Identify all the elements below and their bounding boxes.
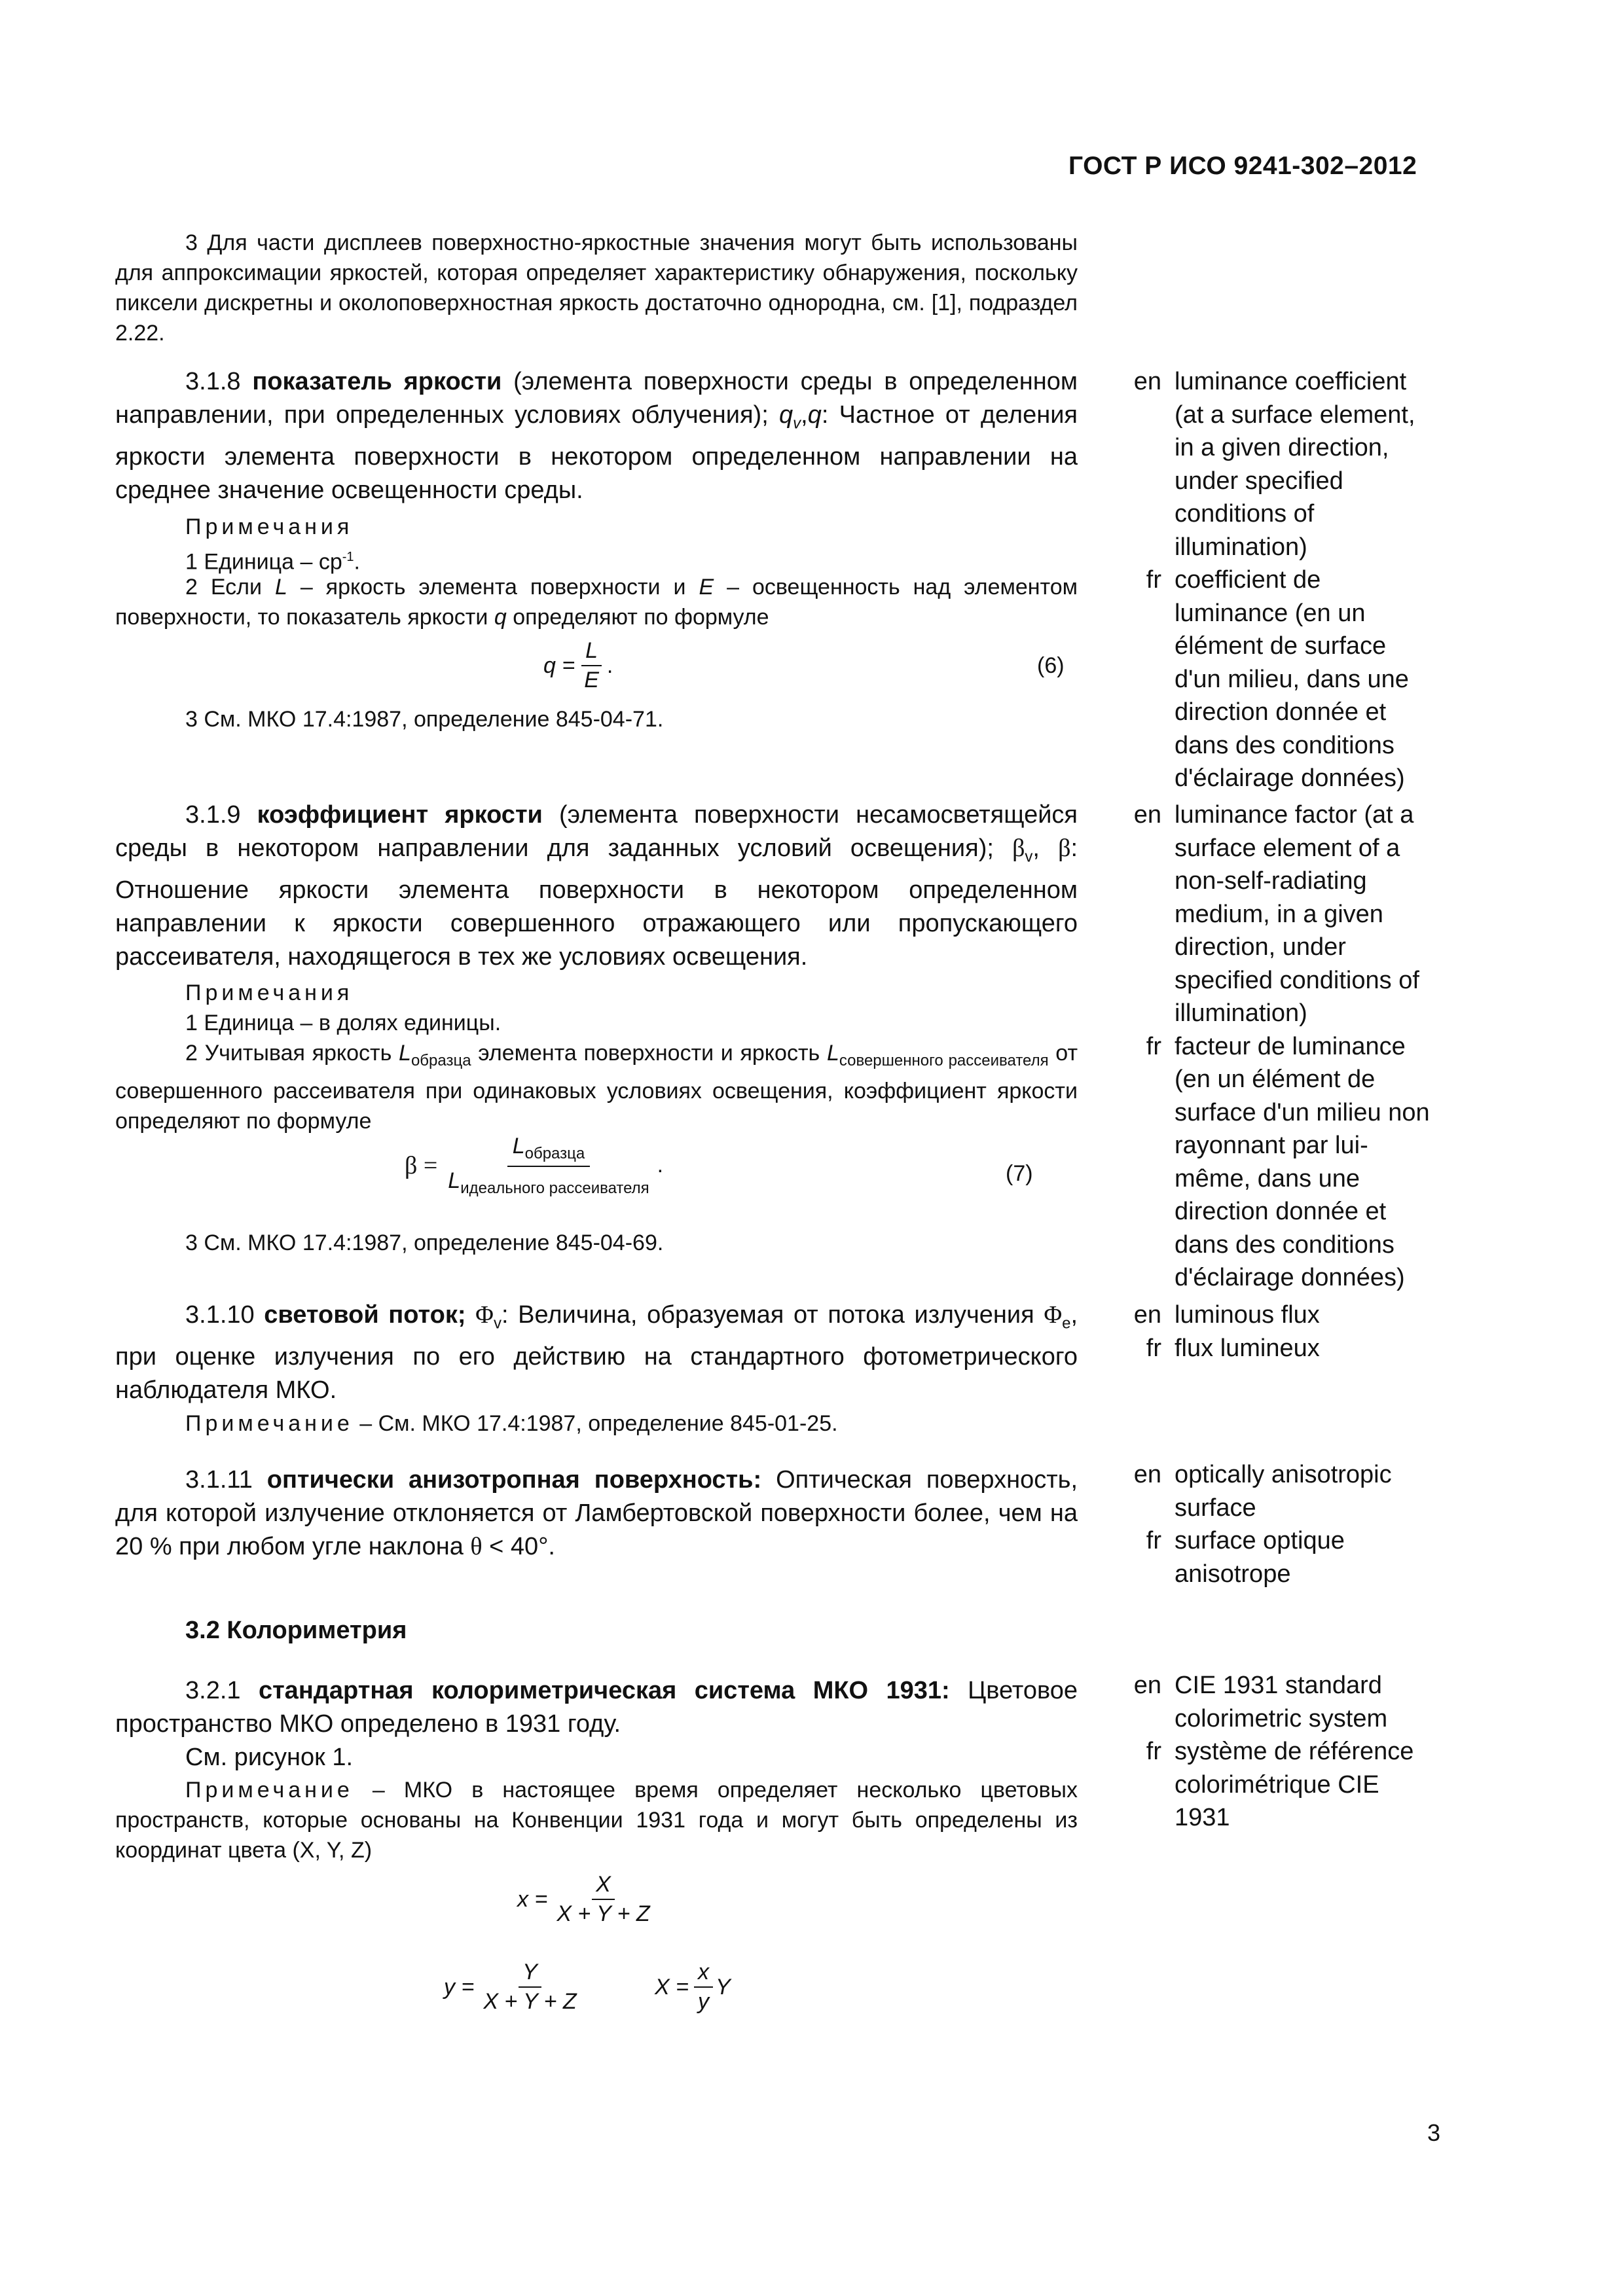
- formula-lhs: x =: [517, 1886, 548, 1912]
- formula-tail: Y: [715, 1974, 731, 2000]
- term-fr: [1121, 1735, 1435, 1835]
- term-heading: показатель яркости: [252, 368, 502, 395]
- lang-code: en: [1133, 1301, 1161, 1329]
- notes-title: Примечания: [185, 514, 354, 539]
- term-text: flux lumineux: [1175, 1334, 1320, 1362]
- terms-3-1-11: [1121, 1458, 1435, 1590]
- note-title: Примечание: [185, 1778, 354, 1803]
- fraction-den: [444, 1167, 653, 1198]
- term-text: facteur de luminance (en un élément de surface d'un milieu non rayonnant par lui-même, dans une direction donnée et dans des conditions d'éclairage données): [1175, 1032, 1430, 1291]
- term-text: système de référence colorimétrique CIE 1931: [1175, 1738, 1414, 1831]
- formula-7: [405, 1134, 663, 1198]
- note: [115, 1775, 1078, 1865]
- section-3-1-8: 3.1.8 показатель яркости (элемента поверхности среды в определенном направлении, при определенных условиях облучения); $q_v,q$: Частное от деления яркости элемента поверхности в некотором определенном направлении на среднее значение освещенности среды.: [115, 368, 1078, 504]
- fraction-num: L: [581, 638, 602, 666]
- note: [185, 1408, 838, 1439]
- note-3: 3 См. МКО 17.4:1987, определение 845-04-69.: [185, 1230, 664, 1255]
- section-3-1-9: [115, 798, 1078, 974]
- term-text: luminous flux: [1175, 1301, 1320, 1329]
- note-2-E: E: [699, 575, 714, 600]
- section-number: 3.1.11: [185, 1466, 253, 1494]
- definition-b: , при оценке излучения по его действию на стандартного фотометрического наблюдателя МКО.: [115, 1301, 1078, 1404]
- section-3-1-10: [115, 1299, 1078, 1407]
- term-en: [1121, 798, 1435, 1030]
- fraction-num: [507, 1134, 591, 1167]
- fraction-num: Y: [519, 1960, 541, 1988]
- note-text: – МКО в настоящее время определяет несколько цветовых пространств, которые основаны на Конвенции 1931 года и могут быть определены из координат цвета (X, Y, Z): [115, 1778, 1078, 1863]
- note-1: 1 Единица – в долях единицы.: [185, 1011, 501, 1035]
- term-heading: оптически анизотропная поверхность:: [266, 1466, 762, 1494]
- term-fr: [1121, 564, 1435, 795]
- symbol-sub: v: [1025, 848, 1033, 866]
- equation-number-6: (6): [1037, 653, 1065, 678]
- term-en: [1121, 1299, 1435, 1332]
- term-text: optically anisotropic surface: [1175, 1461, 1392, 1522]
- lang-code: fr: [1146, 1032, 1161, 1060]
- lang-code: fr: [1146, 1334, 1161, 1362]
- terms-3-1-8: [1121, 365, 1435, 795]
- definition-b: < 40°.: [489, 1533, 555, 1560]
- formula-dot: .: [606, 653, 613, 678]
- formula-x: [517, 1872, 654, 1927]
- note-2-c: от совершенного рассеивателя при одинаковых условиях освещения, коэффициент яркости определяют по формуле: [115, 1041, 1078, 1134]
- notes-title: Примечания: [185, 980, 354, 1005]
- section-3-1-11: [115, 1463, 1078, 1564]
- note-2-L2: L: [826, 1041, 839, 1066]
- note-title: Примечание: [185, 1411, 354, 1436]
- lang-code: fr: [1146, 566, 1161, 594]
- see-figure: См. рисунок 1.: [185, 1744, 354, 1771]
- document-header: ГОСТ Р ИСО 9241-302–2012: [1068, 152, 1417, 180]
- term-text: coefficient de luminance (en un élément de surface d'un milieu, dans une direction donnée et dans des conditions d'éclairage données): [1175, 566, 1409, 792]
- note-2-L: L: [274, 575, 287, 600]
- term-context: (элемента поверхности несамосветящейся среды в некотором направлении для заданных условий освещения);: [115, 801, 1078, 862]
- equation-number-7: (7): [1006, 1161, 1033, 1186]
- note-1-sup: -1: [342, 550, 354, 564]
- term-fr: [1121, 1524, 1435, 1590]
- term-en: [1121, 365, 1435, 564]
- note-2: [115, 1038, 1078, 1136]
- note-3: 3 См. МКО 17.4:1987, определение 845-04-71.: [185, 707, 664, 732]
- section-number: 3.2.1: [185, 1677, 241, 1704]
- definition-a: : Величина, образуемая от потока излучения: [501, 1301, 1034, 1329]
- note-2-L1: L: [399, 1041, 411, 1066]
- note-2-c: – освещенность над элементом поверхности, то показатель яркости: [115, 575, 1078, 630]
- fraction-den: X + Y + Z: [556, 1901, 650, 1926]
- term-heading: световой поток;: [264, 1301, 466, 1329]
- note-2-q: q: [494, 605, 507, 630]
- formula-lhs: q =: [543, 653, 575, 678]
- lang-code: fr: [1146, 1738, 1161, 1765]
- definition: Цветовое пространство МКО определено в 1931 году.: [115, 1677, 1078, 1738]
- definition: : Отношение яркости элемента поверхности в некотором определенном направлении к яркости совершенного отражающего или пропускающего рассеивателя, находящегося в тех же условиях освещения.: [115, 834, 1078, 971]
- note-2-d: определяют по формуле: [513, 605, 769, 630]
- formula-X: [655, 1960, 731, 2015]
- symbol-sub: v: [493, 1314, 501, 1333]
- symbol-beta2: β: [1058, 834, 1071, 862]
- num-sub: образца: [524, 1144, 585, 1162]
- note-2-b: – яркость элемента поверхности и: [300, 575, 686, 600]
- symbol-sub2: e: [1062, 1314, 1071, 1333]
- note-text: – См. МКО 17.4:1987, определение 845-01-25.: [359, 1411, 838, 1436]
- fraction-num: x: [694, 1960, 713, 1988]
- term-text: luminance factor (at a surface element of a non-self-radiating medium, in a given direction, under specified conditions of illumination): [1175, 801, 1419, 1027]
- term-context: (элемента поверхности среды в определенном направлении, при определенных условиях облучения);: [115, 368, 1078, 429]
- terms-3-2-1: [1121, 1669, 1435, 1835]
- formula-lhs: X =: [655, 1974, 689, 2000]
- term-text: surface optique anisotrope: [1175, 1527, 1345, 1588]
- note-2-b: элемента поверхности и яркость: [478, 1041, 820, 1066]
- term-heading: стандартная колориметрическая система МКО 1931:: [258, 1677, 950, 1704]
- fraction-den: y: [697, 1989, 709, 2014]
- term-text: luminance coefficient (at a surface element, in a given direction, under specified conditions of illumination): [1175, 368, 1415, 561]
- note-1-text: 1 Единица – ср: [185, 549, 342, 575]
- symbol-theta: θ: [470, 1533, 483, 1560]
- definition: : Частное от деления яркости элемента поверхности в некотором определенном направлении на среднее значение освещенности среды.: [115, 401, 1078, 504]
- symbol-sub: v: [793, 414, 801, 433]
- section-number: 3.1.9: [185, 801, 241, 829]
- terms-3-1-9: [1121, 798, 1435, 1295]
- subsection-heading: 3.2 Колориметрия: [185, 1617, 407, 1644]
- fraction: [694, 1960, 713, 2015]
- note-2-sub2: совершенного рассеивателя: [839, 1051, 1049, 1069]
- symbol-sep: ,: [1032, 834, 1040, 862]
- symbol-phi2: Φ: [1044, 1301, 1063, 1329]
- formula-dot: .: [657, 1153, 664, 1178]
- fraction-den: E: [584, 668, 599, 692]
- note-2-a: 2 Учитывая яркость: [185, 1041, 392, 1066]
- den-L: L: [448, 1168, 461, 1193]
- fraction: [479, 1960, 580, 2015]
- note-2-a: 2 Если: [185, 575, 262, 600]
- term-fr: [1121, 1030, 1435, 1295]
- lang-code: en: [1133, 368, 1161, 395]
- term-en: [1121, 1669, 1435, 1735]
- symbol-q2: q: [807, 401, 822, 429]
- formula-6: [543, 638, 613, 693]
- formula-lhs: y =: [444, 1974, 475, 2000]
- terms-3-1-10: [1121, 1299, 1435, 1365]
- section-number: 3.1.8: [185, 368, 241, 395]
- term-text: CIE 1931 standard colorimetric system: [1175, 1672, 1388, 1732]
- lang-code: en: [1133, 1461, 1161, 1488]
- fraction: [580, 638, 603, 693]
- fraction-den: X + Y + Z: [483, 1989, 577, 2014]
- term-fr: [1121, 1332, 1435, 1365]
- note-2: [115, 572, 1078, 632]
- symbol-beta: β: [1012, 834, 1025, 862]
- note-2-sub1: образца: [410, 1051, 471, 1069]
- lang-code: fr: [1146, 1527, 1161, 1554]
- symbol-q: q: [778, 401, 793, 429]
- term-heading: коэффициент яркости: [257, 801, 543, 829]
- section-3-2-1: [115, 1674, 1078, 1741]
- fraction: [444, 1134, 653, 1198]
- term-en: [1121, 1458, 1435, 1524]
- formula-y: [444, 1960, 581, 2015]
- fraction-num: X: [592, 1872, 615, 1900]
- num-L: L: [512, 1134, 525, 1158]
- definition-a: Оптическая поверхность, для которой излучение отклоняется от Ламбертовской поверхности более, чем на 20 % при любом угле наклона: [115, 1466, 1078, 1560]
- page-number: 3: [1427, 2119, 1441, 2146]
- symbol-phi: Φ: [475, 1301, 494, 1329]
- den-sub: идеального рассеивателя: [460, 1179, 649, 1197]
- section-number: 3.1.10: [185, 1301, 255, 1329]
- formula-lhs: β =: [405, 1151, 438, 1179]
- fraction: [553, 1872, 653, 1927]
- note-1-end: .: [354, 549, 360, 575]
- lang-code: en: [1133, 801, 1161, 829]
- note-top: 3 Для части дисплеев поверхностно-яркостные значения могут быть использованы для аппроксимации яркостей, которая определяет характеристику обнаружения, поскольку пиксели дискретны и околоповерхностная яркость достаточно однородна, см. [1], подраздел 2.22.: [115, 230, 1078, 346]
- lang-code: en: [1133, 1672, 1161, 1699]
